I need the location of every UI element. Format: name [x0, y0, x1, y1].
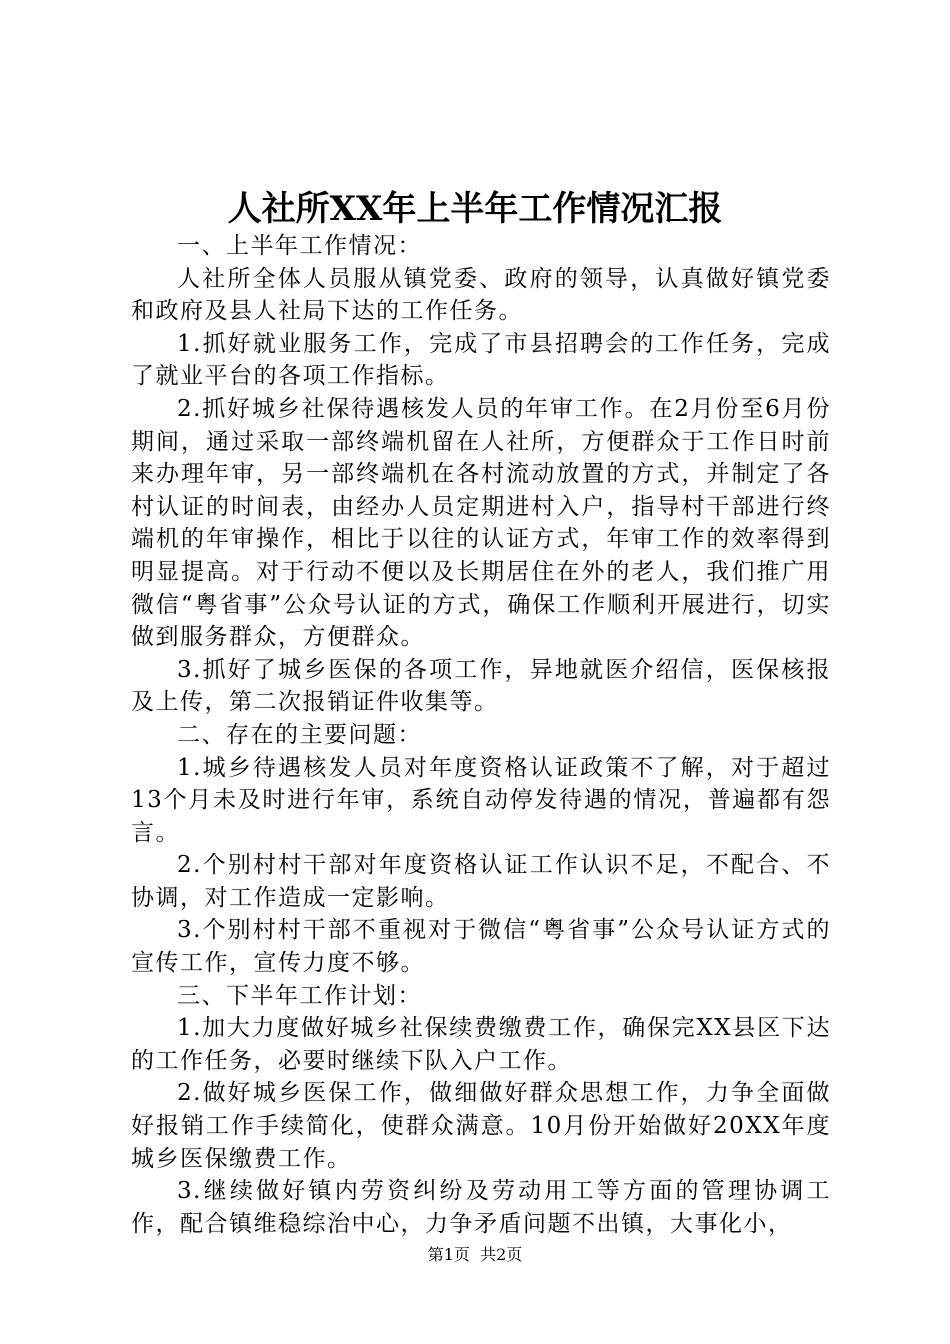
- page-total: 共2页: [480, 1245, 523, 1264]
- paragraph: 3.继续做好镇内劳资纠纷及劳动用工等方面的管理协调工作，配合镇维稳综治中心，力争矛盾问题不出镇，大事化小，: [131, 1178, 831, 1237]
- paragraph: 1.加大力度做好城乡社保续费缴费工作，确保完XX县区下达的工作任务，必要时继续下队入户工作。: [131, 1015, 831, 1074]
- section-heading-second-half-plan: 三、下半年工作计划：: [177, 982, 422, 1009]
- paragraph: 人社所全体人员服从镇党委、政府的领导，认真做好镇党委和政府及县人社局下达的工作任务。: [131, 265, 831, 325]
- footer-spacer: [470, 1245, 480, 1264]
- paragraph: 2.做好城乡医保工作，做细做好群众思想工作，力争全面做好报销工作手续简化，使群众满意。10月份开始做好20XX年度城乡医保缴费工作。: [131, 1080, 831, 1172]
- paragraph: 1.城乡待遇核发人员对年度资格认证政策不了解，对于超过13个月未及时进行年审，系统自动停发待遇的情况，普遍都有怨言。: [131, 754, 831, 846]
- page-footer: [0, 1244, 950, 1266]
- paragraph: 2.个别村村干部对年度资格认证工作认识不足，不配合、不协调，对工作造成一定影响。: [131, 852, 831, 911]
- paragraph: 1.抓好就业服务工作，完成了市县招聘会的工作任务，完成了就业平台的各项工作指标。: [131, 330, 831, 390]
- paragraph: 3.抓好了城乡医保的各项工作，异地就医介绍信，医保核报及上传，第二次报销证件收集等。: [131, 656, 831, 716]
- document-title: 人社所XX年上半年工作情况汇报: [227, 189, 723, 229]
- paragraph: 3.个别村村干部不重视对于微信“粤省事”公众号认证方式的宣传工作，宣传力度不够。: [131, 917, 831, 977]
- document-body: [131, 230, 831, 1240]
- section-heading-problems: 二、存在的主要问题：: [177, 721, 422, 748]
- paragraph: 2.抓好城乡社保待遇核发人员的年审工作。在2月份至6月份期间，通过采取一部终端机留在人社所，方便群众于工作日时前来办理年审，另一部终端机在各村流动放置的方式，并制定了各村认证的时间表，由经办人员定期进村入户，指导村干部进行终端机的年审操作，相比于以往的认证方式，年审工作的效率得到明显提高。对于行动不便以及长期居住在外的老人，我们推广用微信“粤省事”公众号认证的方式，确保工作顺利开展进行，切实做到服务群众，方便群众。: [131, 395, 831, 651]
- section-heading-first-half: 一、上半年工作情况：: [177, 233, 422, 259]
- page-number: 第1页: [427, 1245, 470, 1264]
